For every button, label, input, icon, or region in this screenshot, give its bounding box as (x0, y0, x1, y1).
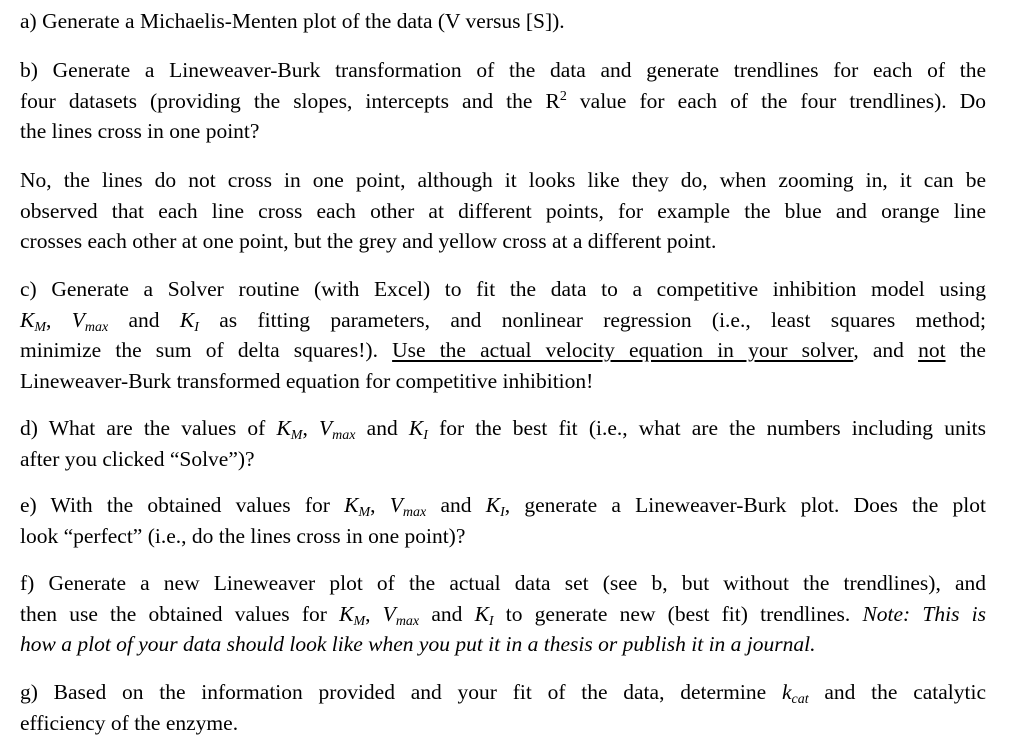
question-b-line: the lines cross in one point? (20, 119, 260, 143)
answer-line: crosses each other at one point, but the grey and yellow cross at a different point. (20, 229, 717, 253)
question-c-line: $K_M$, $V_{max}$ and $K_I$ as fitting parameters, and nonlinear regression (i.e., least squares method; (20, 307, 987, 335)
question-c-line: minimize the sum of delta squares!). Use the actual velocity equation in your solver, and not the (20, 338, 986, 362)
question-b-line: four datasets (providing the slopes, intercepts and the $R^2$ value for each of the four trendlines). Do (20, 88, 986, 113)
question-b (20, 55, 986, 147)
question-g-line: g) Based on the information provided and your fit of the data, determine $k_{cat}$ and the catalytic (20, 680, 987, 707)
question-g (20, 677, 986, 738)
answer-line: observed that each line cross each other at different points, for example the blue and orange line (20, 198, 986, 223)
underlined-instruction: Use the actual velocity equation in your solver (392, 338, 854, 362)
question-f-line: then use the obtained values for $K_M$, $V_{max}$ and $K_I$ to generate new (best fit) trendlines. Note: This is (20, 601, 986, 629)
question-f-line: f) Generate a new Lineweaver plot of the actual data set (see b, but without the trendlines), and (20, 571, 986, 595)
question-b-line: b) Generate a Lineweaver-Burk transformation of the data and generate trendlines for each of the (20, 58, 986, 82)
question-a (20, 6, 986, 37)
underlined-not: not (918, 338, 946, 362)
question-e-line: e) With the obtained values for $K_M$, $V_{max}$ and $K_I$, generate a Lineweaver-Burk plot. Does the plot (20, 493, 986, 520)
question-d-line: after you clicked “Solve”)? (20, 446, 255, 471)
question-d (20, 413, 986, 474)
question-c-line: c) Generate a Solver routine (with Excel) to fit the data to a competitive inhibition model using (20, 277, 986, 301)
question-c (20, 274, 986, 396)
answer-b (20, 165, 986, 257)
question-a-text: a) Generate a Michaelis-Menten plot of the data (V versus [S]). (20, 9, 565, 33)
question-g-line: efficiency of the enzyme. (20, 710, 239, 735)
question-f-line: how a plot of your data should look like when you put it in a thesis or publish it in a journal. (20, 632, 816, 656)
question-e (20, 490, 986, 551)
question-d-line: d) What are the values of $K_M$, $V_{max}$ and $K_I$ for the best fit (i.e., what are the numbers including units (20, 416, 987, 443)
question-c-line: Lineweaver-Burk transformed equation for competitive inhibition! (20, 368, 594, 393)
answer-line: No, the lines do not cross in one point, although it looks like they do, when zooming in, it can be (20, 168, 986, 192)
question-f (20, 568, 986, 660)
question-e-line: look “perfect” (i.e., do the lines cross in one point)? (20, 523, 466, 548)
